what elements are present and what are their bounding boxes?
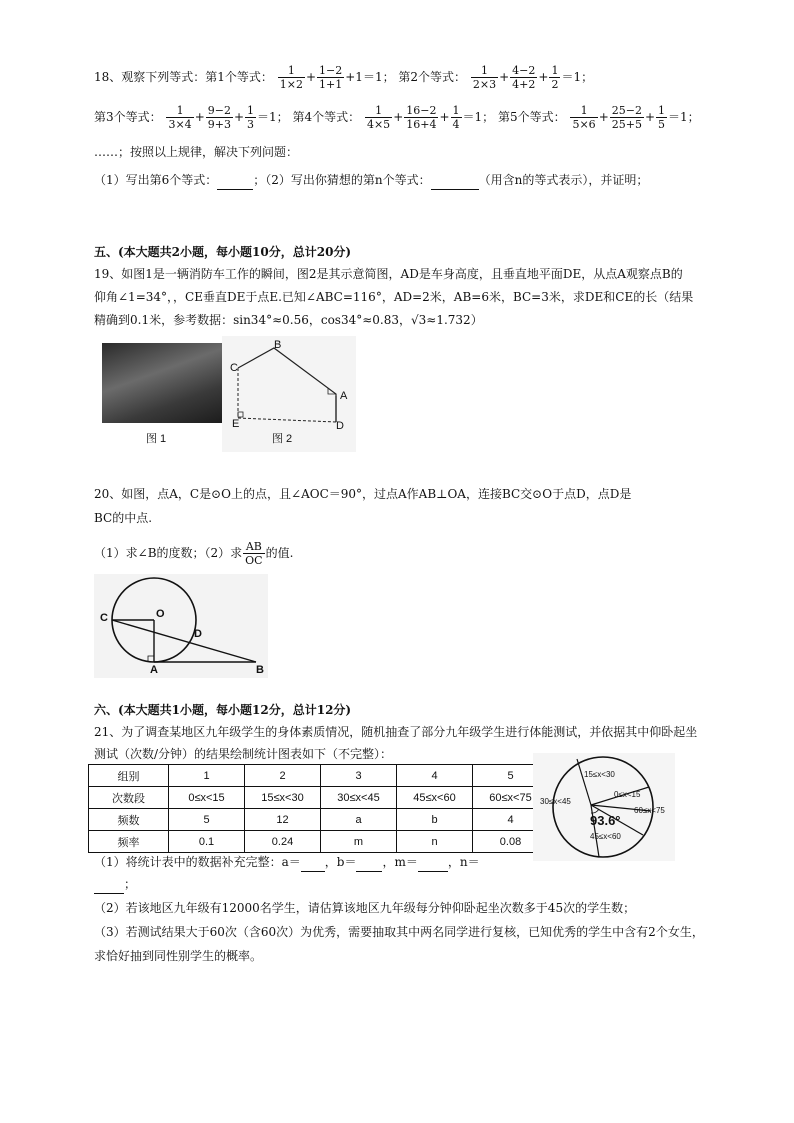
point-d-label: D [336, 420, 344, 432]
q21-part1-n: ，n＝ [447, 855, 480, 869]
figure-1-caption: 图 1 [146, 433, 167, 445]
table-cell: m [321, 831, 397, 853]
circle-point-o: O [156, 608, 165, 620]
eq4-rest: ＝1； [462, 110, 495, 124]
frac-den: 25+5 [611, 118, 642, 131]
circle-figure [94, 574, 268, 678]
circle-point-a: A [150, 664, 158, 676]
eq5-rest: ＝1； [668, 110, 700, 124]
frac-den: 1×2 [279, 78, 303, 91]
point-b-label: B [274, 339, 282, 351]
q21-part1-end: ； [124, 877, 137, 891]
table-cell: 3 [321, 765, 397, 787]
q18-line-1 [94, 64, 593, 91]
circle-point-b: B [256, 664, 264, 676]
eq5-frac1 [570, 104, 597, 131]
point-e-label: E [232, 418, 240, 430]
table-cell: 5 [169, 809, 245, 831]
eq3-frac1 [166, 104, 193, 131]
q18-parts [94, 170, 648, 190]
q20-part2-end: 的值. [265, 546, 294, 560]
q21-part1-b: ，b＝ [324, 855, 357, 869]
q18-part1: （1）写出第6个等式： [94, 173, 218, 187]
pie-label-0-15: 0≤x<15 [614, 790, 641, 799]
eq4-frac1 [365, 104, 392, 131]
eq5-label: 第5个等式： [498, 110, 566, 124]
q20-part1: （1）求∠B的度数；（2）求 [94, 546, 243, 560]
q20-line-3 [94, 540, 293, 567]
table-cell: 1 [169, 765, 245, 787]
table-cell: b [397, 809, 473, 831]
q21-line-2: 测试（次数/分钟）的结果绘制统计图表如下（不完整）： [94, 747, 393, 761]
table-cell: 频率 [89, 831, 169, 853]
q19-line-3: 精确到0.1米，参考数据：sin34°≈0.56，cos34°≈0.83，√3≈1.732） [94, 313, 483, 327]
eq2-frac1 [471, 64, 498, 91]
figure-2-caption: 图 2 [272, 433, 293, 445]
frac-num: 25−2 [611, 104, 642, 117]
answer-blank[interactable] [301, 857, 325, 872]
frac-den: 16+4 [406, 118, 437, 131]
q20-line-2: BC的中点. [94, 511, 153, 525]
frac-num: 1 [287, 64, 295, 77]
plus: + [439, 110, 450, 124]
ab-over-oc [243, 540, 264, 567]
table-cell: 4 [473, 809, 549, 831]
frac-den: 2×3 [472, 78, 497, 91]
frac-num: 4−2 [512, 64, 536, 77]
q21-part1-cont [94, 874, 136, 894]
frac-den: 4×5 [366, 118, 391, 131]
frac-den: 4+2 [512, 78, 536, 91]
table-cell: 5 [473, 765, 549, 787]
frac-num: 1 [580, 104, 588, 117]
q20-line-1: 20、如图，点A，C是⊙O上的点，且∠AOC＝90°，过点A作AB⊥OA，连接BC交⊙O于点D，点D是 [94, 487, 632, 501]
answer-blank[interactable] [356, 857, 382, 872]
pie-label-45-60: 45≤x<60 [590, 832, 621, 841]
plus: + [644, 110, 656, 124]
plus: + [499, 70, 510, 84]
eq1-rest: +1＝1； [345, 70, 395, 84]
table-cell: 0.1 [169, 831, 245, 853]
q18-part2: ；（2）写出你猜想的第n个等式： [253, 173, 431, 187]
table-cell: 次数段 [89, 787, 169, 809]
frac-num: 1−2 [319, 64, 343, 77]
frac-den: OC [245, 554, 263, 567]
eq5-frac2 [610, 104, 644, 131]
frac-num: 1 [551, 64, 559, 77]
eq2-frac3 [549, 64, 560, 91]
frac-den: 3×4 [168, 118, 192, 131]
section-6-heading: 六、(本大题共1小题，每小题12分，总计12分) [94, 703, 352, 717]
table-cell: 频数 [89, 809, 169, 831]
eq3-label: 第3个等式： [94, 110, 162, 124]
q19-line-1: 19、如图1是一辆消防车工作的瞬间，图2是其示意简图，AD是车身高度，且垂直地平面DE，从点A观察点B的 [94, 267, 683, 281]
frac-num: 1 [176, 104, 184, 117]
table-cell: 60≤x<75 [473, 787, 549, 809]
table-row [89, 809, 549, 831]
table-cell: 0.24 [245, 831, 321, 853]
table-cell: 0.08 [473, 831, 549, 853]
q18-line-2 [94, 104, 700, 131]
eq1-frac2 [317, 64, 344, 91]
pie-label-15-30: 15≤x<30 [584, 770, 615, 779]
frac-num: 9−2 [207, 104, 231, 117]
frac-den: 5×6 [572, 118, 596, 131]
answer-blank[interactable] [94, 879, 124, 894]
frac-den: 4 [452, 118, 460, 131]
answer-blank[interactable] [431, 175, 479, 190]
circle-point-c: C [100, 612, 108, 624]
pie-angle-label: 93.6° [590, 813, 621, 828]
answer-blank[interactable] [418, 857, 448, 872]
frac-den: 5 [658, 118, 666, 131]
q21-line-1: 21、为了调查某地区九年级学生的身体素质情况，随机抽查了部分九年级学生进行体能测试，并依据其中仰卧起坐 [94, 725, 698, 739]
q21-part3-line2: 求恰好抽到同性别学生的概率。 [94, 949, 263, 963]
answer-blank[interactable] [217, 175, 253, 190]
pie-label-30-45: 30≤x<45 [540, 797, 571, 806]
q18-part2-end: （用含n的等式表示），并证明； [478, 173, 649, 187]
eq2-rest: ＝1； [561, 70, 594, 84]
eq1-label: 第1个等式： [205, 70, 273, 84]
eq3-rest: ＝1； [257, 110, 289, 124]
frac-num: 1 [658, 104, 666, 117]
frac-den: 3 [247, 118, 255, 131]
table-cell: n [397, 831, 473, 853]
plus: + [194, 110, 205, 124]
circle-point-d: D [194, 628, 202, 640]
table-cell: a [321, 809, 397, 831]
q21-part2: （2）若该地区九年级有12000名学生，请估算该地区九年级每分钟仰卧起坐次数多于45次的学生数； [94, 901, 636, 915]
eq5-frac3 [656, 104, 667, 131]
frac-num: 1 [480, 64, 488, 77]
q21-part3-line1: （3）若测试结果大于60次（含60次）为优秀，需要抽取其中两名同学进行复核，已知优秀的学生中含有2个女生， [94, 925, 704, 939]
q18-rule: ……；按照以上规律，解决下列问题： [94, 145, 299, 159]
q18-intro: 18、观察下列等式： [94, 70, 206, 84]
frac-den: 1+1 [319, 78, 343, 91]
eq3-frac3 [245, 104, 256, 131]
eq2-frac2 [510, 64, 537, 91]
table-cell: 15≤x<30 [245, 787, 321, 809]
table-row [89, 831, 549, 853]
frac-num: 1 [375, 104, 383, 117]
table-row [89, 765, 549, 787]
plus: + [598, 110, 609, 124]
frac-num: 1 [247, 104, 255, 117]
plus: + [305, 70, 317, 84]
plus: + [393, 110, 404, 124]
table-cell: 12 [245, 809, 321, 831]
plus: + [538, 70, 549, 84]
frac-num: 1 [452, 104, 460, 117]
table-row [89, 787, 549, 809]
q21-part1 [94, 852, 480, 872]
eq1-frac1 [278, 64, 305, 91]
eq4-label: 第4个等式： [292, 110, 361, 124]
fire-truck-photo [102, 343, 222, 423]
table-cell: 30≤x<45 [321, 787, 397, 809]
table-cell: 4 [397, 765, 473, 787]
plus: + [233, 110, 245, 124]
table-cell: 组别 [89, 765, 169, 787]
eq2-label: 第2个等式： [398, 70, 467, 84]
pie-label-60-75: 60≤x<75 [634, 806, 665, 815]
q21-part1-a: （1）将统计表中的数据补充完整：a＝ [94, 855, 301, 869]
section-5-heading: 五、(本大题共2小题，每小题10分，总计20分) [94, 245, 352, 259]
frac-num: 16−2 [406, 104, 437, 117]
point-a-label: A [340, 390, 348, 402]
table-cell: 45≤x<60 [397, 787, 473, 809]
table-cell: 2 [245, 765, 321, 787]
eq3-frac2 [206, 104, 233, 131]
eq4-frac3 [451, 104, 462, 131]
q21-part1-m: ，m＝ [382, 855, 418, 869]
table-cell: 0≤x<15 [169, 787, 245, 809]
frac-num: AB [245, 540, 262, 553]
statistics-table [88, 764, 549, 853]
frac-den: 9+3 [207, 118, 231, 131]
q19-line-2: 仰角∠1=34°，，CE垂直DE于点E.已知∠ABC=116°，AD=2米，AB=6米，BC=3米，求DE和CE的长（结果 [94, 290, 694, 304]
frac-den: 2 [551, 78, 559, 91]
point-c-label: C [230, 362, 238, 374]
eq4-frac2 [404, 104, 438, 131]
